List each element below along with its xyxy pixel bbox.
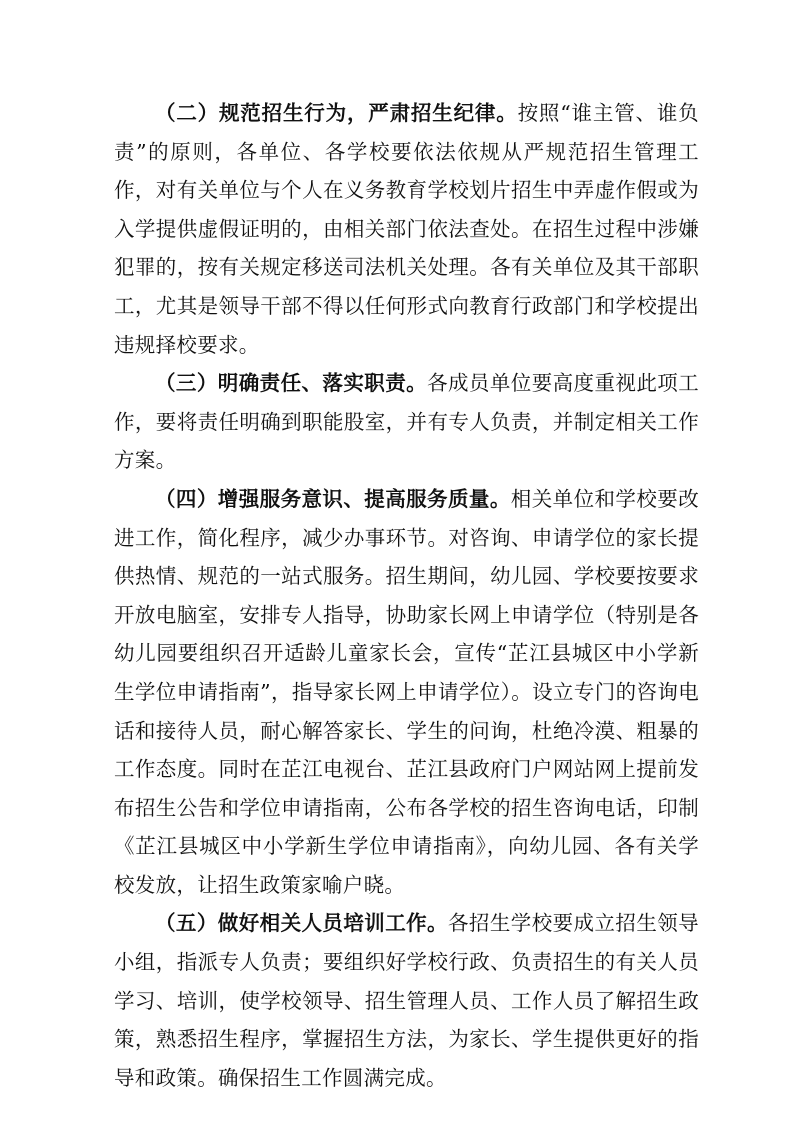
paragraph-text: 各招生学校要成立招生领导小组，指派专人负责；要组织好学校行政、负责招生的有关人员学习、培训，使学校领导、招生管理人员、工作人员了解招生政策，熟悉招生程序，掌握招生方法，为家长、学生提供更好的指导和政策。确保招生工作圆满完成。 [114, 911, 699, 1090]
paragraph-text: 相关单位和学校要改进工作，简化程序，减少办事环节。对咨询、申请学位的家长提供热情、规范的一站式服务。招生期间，幼儿园、学校要按要求开放电脑室，安排专人指导，协助家长网上申请学位（特别是各幼儿园要组织召开适龄儿童家长会，宣传“芷江县城区中小学新生学位申请指南”，指导家长网上申请学位）。设立专门的咨询电话和接待人员，耐心解答家长、学生的问询，杜绝冷漠、粗暴的工作态度。同时在芷江电视台、芷江县政府门户网站网上提前发布招生公告和学位申请指南，公布各学校的招生咨询电话，印制《芷江县城区中小学新生学位申请指南》，向幼儿园、各有关学校发放，让招生政策家喻户晓。 [114, 486, 700, 897]
paragraph-service-quality [114, 480, 699, 905]
paragraph-heading: （五）做好相关人员培训工作。 [155, 911, 448, 936]
paragraph-heading: （四）增强服务意识、提高服务质量。 [155, 486, 511, 511]
document-body [114, 94, 699, 1097]
paragraph-staff-training [114, 904, 699, 1097]
paragraph-text: 按照“谁主管、谁负责”的原则，各单位、各学校要依法依规从严规范招生管理工作，对有关单位与个人在义务教育学校划片招生中弄虚作假或为入学提供虚假证明的，由相关部门依法查处。在招生过程中涉嫌犯罪的，按有关规定移送司法机关处理。各有关单位及其干部职工，尤其是领导干部不得以任何形式向教育行政部门和学校提出违规择校要求。 [114, 101, 699, 357]
paragraph-text: 各成员单位要高度重视此项工作，要将责任明确到职能股室，并有专人负责，并制定相关工作方案。 [114, 371, 699, 473]
paragraph-heading: （二）规范招生行为，严肃招生纪律。 [155, 101, 518, 125]
paragraph-standardize-enrollment [114, 94, 699, 364]
paragraph-heading: （三）明确责任、落实职责。 [155, 371, 428, 396]
paragraph-clarify-responsibility [114, 364, 699, 480]
